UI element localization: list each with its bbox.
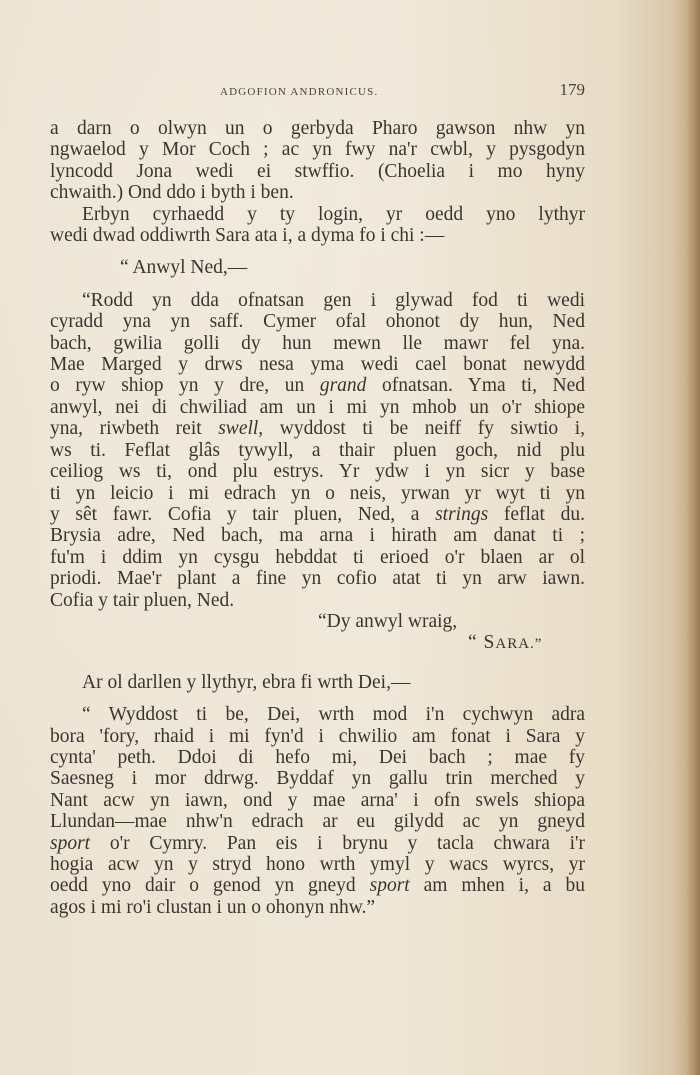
- speech-paragraph: [50, 704, 585, 918]
- letter-line: cyradd yna yn saff. Cymer ofal ohonot dy hun, Ned: [50, 311, 585, 333]
- italic-word: sport: [50, 832, 91, 854]
- text-line: ngwaelod y Mor Coch ; ac yn fwy na'r cwbl, y pysgodyn: [50, 139, 585, 161]
- page-number: 179: [559, 80, 585, 99]
- letter-line: fu'm i ddim yn cysgu hebddat ti erioed o'r blaen ar ol: [50, 546, 585, 568]
- speech-line: Llundan—mae nhw'n edrach ar eu gilydd ac yn gneyd: [50, 811, 585, 833]
- page-header: [50, 80, 585, 100]
- letter-line: ws ti. Feflat glâs tywyll, a thair pluen goch, nid plu: [50, 439, 585, 461]
- speech-line: oedd yno dair o genod yn gneyd sport am mhen i, a bu: [50, 875, 585, 897]
- page-body: [50, 118, 585, 918]
- letter-line: ti yn leicio i mi edrach yn o neis, yrwan yr wyt ti yn: [50, 482, 585, 504]
- speech-line: “ Wyddost ti be, Dei, wrth mod i'n cychwyn adra: [82, 704, 585, 726]
- text-line: chwaith.) Ond ddo i byth i ben.: [50, 182, 294, 204]
- letter-line: bach, gwilia golli dy hun mewn lle mawr fel yna.: [50, 332, 585, 354]
- letter-signature: “ SARA.”: [468, 632, 543, 654]
- speech-line: cynta' peth. Ddoi di hefo mi, Dei bach ; mae fy: [50, 746, 585, 768]
- italic-word: grand: [319, 375, 367, 397]
- speech-line: sport o'r Cymry. Pan eis i brynu y tacla chwara i'r: [50, 832, 585, 854]
- italic-word: strings: [435, 503, 489, 525]
- letter-closing: “Dy anwyl wraig,: [318, 610, 458, 632]
- letter-line: o ryw shiop yn y dre, un grand ofnatsan. Yma ti, Ned: [50, 375, 585, 397]
- letter-line: anwyl, nei di chwiliad am un i mi yn mhob un o'r shiope: [50, 396, 585, 418]
- letter-line: priodi. Mae'r plant a fine yn cofio atat ti yn arw iawn.: [50, 568, 585, 590]
- speech-line: agos i mi ro'i clustan i un o ohonyn nhw.”: [50, 896, 376, 918]
- paragraph-continuation: [50, 118, 585, 204]
- letter-line: Cofia y tair pluen, Ned.: [50, 589, 235, 611]
- running-head: ADGOFION ANDRONICUS.: [220, 86, 379, 98]
- letter-line: y sêt fawr. Cofia y tair pluen, Ned, a strings feflat du.: [50, 503, 585, 525]
- page-edge-shadow: [686, 0, 700, 1075]
- letter-line: “Rodd yn dda ofnatsan gen i glywad fod ti wedi: [82, 289, 585, 311]
- speech-line: hogia acw yn y stryd hono wrth ymyl y wacs wyrcs, yr: [50, 854, 585, 875]
- text-line: lyncodd Jona wedi ei stwffio. (Choelia i mo hyny: [50, 160, 585, 182]
- speech-line: Nant acw yn iawn, ond y mae arna' i ofn swels shiopa: [50, 789, 585, 811]
- paragraph-arrival: [50, 204, 585, 247]
- letter-body: [50, 290, 585, 611]
- italic-word: sport: [369, 875, 410, 897]
- text-line: wedi dwad oddiwrth Sara ata i, a dyma fo i chi :—: [50, 225, 445, 247]
- narration-line: Ar ol darllen y llythyr, ebra fi wrth Dei,—: [82, 671, 411, 693]
- text-line: Erbyn cyrhaedd y ty login, yr oedd yno lythyr: [82, 203, 585, 225]
- letter-line: Brysia adre, Ned bach, ma arna i hirath am danat ti ;: [50, 525, 585, 547]
- italic-word: swell,: [218, 418, 264, 440]
- letter-salutation: “ Anwyl Ned,—: [120, 257, 248, 279]
- speech-line: Saesneg i mor ddrwg. Byddaf yn gallu trin merched y: [50, 768, 585, 790]
- letter-line: yna, riwbeth reit swell, wyddost ti be neiff fy siwtio i,: [50, 418, 585, 440]
- speech-line: bora 'fory, rhaid i mi fyn'd i chwilio am fonat i Sara y: [50, 725, 585, 747]
- letter-line: Mae Marged y drws nesa yma wedi cael bonat newydd: [50, 354, 585, 376]
- letter-line: ceiliog ws ti, ond plu estrys. Yr ydw i yn sicr y base: [50, 461, 585, 483]
- text-line: a darn o olwyn un o gerbyda Pharo gawson nhw yn: [50, 118, 585, 139]
